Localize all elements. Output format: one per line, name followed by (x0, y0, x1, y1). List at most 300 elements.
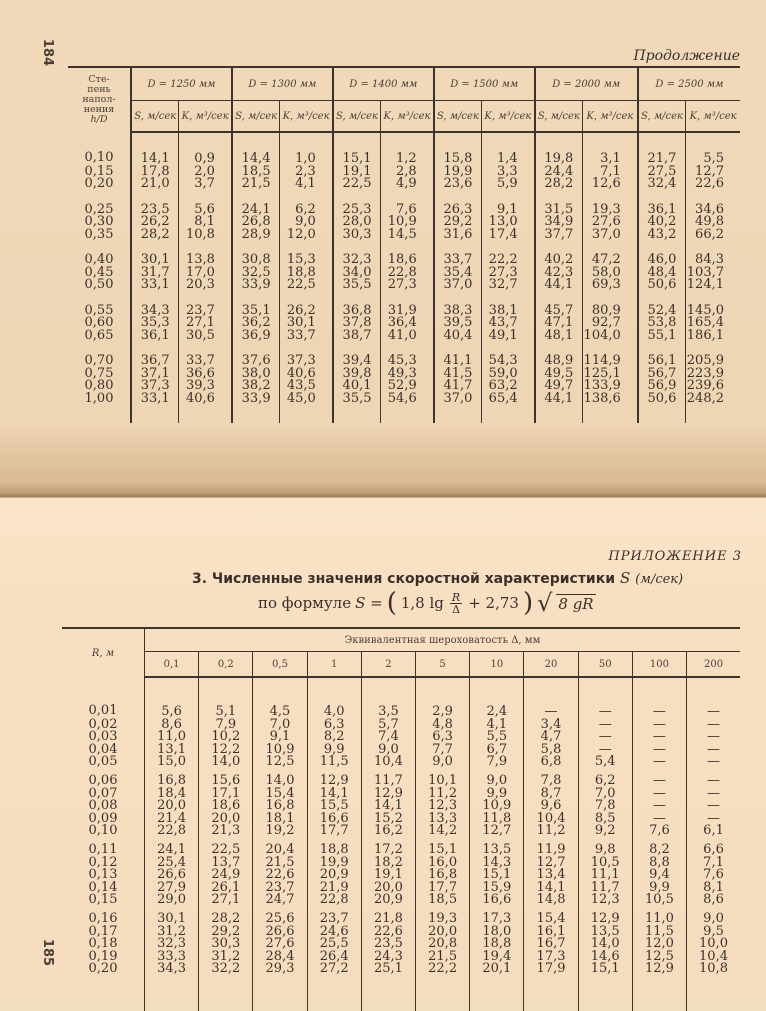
k-value: 7,6 (381, 191, 434, 217)
s-value: 40,4 (434, 330, 482, 343)
radius-cell: 0,05 (88, 754, 118, 770)
roughness-value-header: 5 (416, 652, 470, 678)
s-value: 16,1 (524, 926, 578, 939)
s-value: 47,1 (535, 317, 583, 330)
s-value: 14,4 (232, 132, 280, 166)
s-value: 14,6 (578, 951, 632, 964)
s-value: 18,2 (361, 857, 415, 870)
radius-cell: 0,10 (88, 823, 118, 839)
s-value: 37,6 (232, 342, 280, 368)
k-value: 39,3 (179, 380, 232, 393)
fill-degree-cell: 0,25 (84, 201, 114, 217)
s-value: 56,7 (638, 368, 686, 381)
k-value: 92,7 (583, 317, 638, 330)
table-row (62, 825, 740, 838)
s-value: 34,3 (145, 963, 199, 1011)
s-value: 20,8 (416, 938, 470, 951)
s-value: 21,5 (232, 178, 280, 191)
s-value: 22,6 (361, 926, 415, 939)
s-header: S, м/сек (434, 101, 482, 133)
s-value: 28,2 (535, 178, 583, 191)
s-value: 25,4 (145, 857, 199, 870)
s-value: 35,1 (232, 292, 280, 318)
s-value: 12,9 (361, 788, 415, 801)
s-value: 15,9 (470, 882, 524, 895)
k-header: K, м³/сек (482, 101, 535, 133)
k-value: 37,3 (280, 342, 333, 368)
s-value: — (632, 719, 686, 732)
table-row (68, 229, 740, 242)
s-value: 23,6 (434, 178, 482, 191)
s-value: 12,0 (632, 938, 686, 951)
s-value: 48,1 (535, 330, 583, 343)
s-value: 13,5 (470, 838, 524, 857)
diameter-header: D = 1400 мм (333, 67, 434, 101)
s-header: S, м/сек (333, 101, 381, 133)
s-value: 12,7 (470, 825, 524, 838)
roughness-value-header: 10 (470, 652, 524, 678)
roughness-header: Эквивалентная шероховатость Δ, мм (145, 628, 741, 652)
s-value: 26,6 (145, 869, 199, 882)
fill-degree-cell: 0,20 (84, 176, 114, 191)
s-value: 26,1 (199, 882, 253, 895)
s-value: 21,3 (199, 825, 253, 838)
s-value: 17,3 (524, 951, 578, 964)
s-value: 39,8 (333, 368, 381, 381)
s-value: 26,8 (232, 216, 280, 229)
k-value: 31,9 (381, 292, 434, 318)
roughness-value-header: 0,2 (199, 652, 253, 678)
k-value: 45,3 (381, 342, 434, 368)
k-value: 22,6 (686, 178, 740, 191)
s-value: 16,7 (524, 938, 578, 951)
fill-degree-cell: 0,35 (84, 226, 114, 242)
s-value: 9,0 (416, 756, 470, 769)
s-value: 14,2 (416, 825, 470, 838)
k-value: 10,8 (179, 229, 232, 242)
s-value: 29,0 (145, 894, 199, 907)
s-value: 36,9 (232, 330, 280, 343)
s-value: 12,2 (199, 744, 253, 757)
s-value: 24,4 (535, 166, 583, 179)
fill-degree-cell: 0,45 (84, 264, 114, 280)
s-value: 13,5 (578, 926, 632, 939)
roughness-value-header: 50 (578, 652, 632, 678)
fill-degree-cell: 0,30 (84, 214, 114, 229)
k-value: 59,0 (482, 368, 535, 381)
k-value: 52,9 (381, 380, 434, 393)
s-value: 5,5 (470, 731, 524, 744)
s-value: 10,4 (361, 756, 415, 769)
s-value: — (687, 769, 740, 788)
s-value: 16,8 (416, 869, 470, 882)
s-value: 6,7 (470, 744, 524, 757)
s-value: 56,1 (638, 342, 686, 368)
s-value: 27,9 (145, 882, 199, 895)
k-value: 27,1 (179, 317, 232, 330)
page-number-top: 184 (40, 38, 56, 67)
s-value: 18,8 (470, 938, 524, 951)
s-value: 11,9 (524, 838, 578, 857)
formula: по формуле S = ( 1,8 lg $\frac{R}{\Delta}$ + 2,73 ) √ 8 gR (258, 588, 594, 618)
s-value: 39,5 (434, 317, 482, 330)
k-value: 125,1 (583, 368, 638, 381)
k-value: 124,1 (686, 279, 740, 292)
table-row (62, 769, 740, 788)
k-value: 23,7 (179, 292, 232, 318)
s-value: 6,2 (578, 769, 632, 788)
s-value: 26,4 (307, 951, 361, 964)
k-value: 37,0 (583, 229, 638, 242)
s-value: 13,4 (524, 869, 578, 882)
k-value: 54,6 (381, 393, 434, 423)
s-value: 36,8 (333, 292, 381, 318)
s-value: 42,3 (535, 267, 583, 280)
table-title: 3. Численные значения скоростной характеристики S (м/сек) (192, 569, 684, 587)
s-value: — (632, 756, 686, 769)
s-value: 50,6 (638, 279, 686, 292)
s-value: 9,6 (524, 800, 578, 813)
s-value: 13,7 (199, 857, 253, 870)
s-value: 53,8 (638, 317, 686, 330)
s-value: 9,9 (632, 882, 686, 895)
s-value: 25,6 (253, 907, 307, 926)
table-row (68, 241, 740, 267)
k-value: 186,1 (686, 330, 740, 343)
k-value: 5,6 (179, 191, 232, 217)
fill-degree-cell: 0,75 (84, 365, 114, 381)
roughness-value-header: 200 (687, 652, 740, 678)
s-value: 8,7 (524, 788, 578, 801)
s-value: — (632, 813, 686, 826)
k-value: 0,9 (179, 132, 232, 166)
k-value: 49,3 (381, 368, 434, 381)
k-value: 47,2 (583, 241, 638, 267)
s-value: 18,5 (232, 166, 280, 179)
s-value: 30,1 (131, 241, 179, 267)
s-header: S, м/сек (131, 101, 179, 133)
s-value: 27,5 (638, 166, 686, 179)
s-value: 3,5 (361, 677, 415, 719)
s-value: — (687, 756, 740, 769)
s-value: 36,1 (131, 330, 179, 343)
s-value: 25,5 (307, 938, 361, 951)
s-value: 28,4 (253, 951, 307, 964)
s-value: 37,8 (333, 317, 381, 330)
k-value: 69,3 (583, 279, 638, 292)
s-value: 15,5 (307, 800, 361, 813)
fill-degree-cell: 0,80 (84, 378, 114, 393)
k-value: 40,6 (179, 393, 232, 423)
s-value: 9,9 (307, 744, 361, 757)
roughness-value-header: 0,5 (253, 652, 307, 678)
k-value: 9,1 (482, 191, 535, 217)
s-value: 6,1 (687, 825, 740, 838)
radius-cell: 0,01 (88, 703, 118, 718)
k-value: 7,1 (583, 166, 638, 179)
radius-cell: 0,08 (88, 798, 118, 814)
s-value: 18,8 (307, 838, 361, 857)
s-value: 16,0 (416, 857, 470, 870)
s-value: 15,6 (199, 769, 253, 788)
s-value: 4,8 (416, 719, 470, 732)
k-value: 30,1 (280, 317, 333, 330)
k-value: 40,6 (280, 368, 333, 381)
k-value: 66,2 (686, 229, 740, 242)
s-value: 7,8 (578, 800, 632, 813)
s-value: 9,0 (470, 769, 524, 788)
roughness-value-header: 2 (361, 652, 415, 678)
s-value: 49,5 (535, 368, 583, 381)
s-value: 16,2 (361, 825, 415, 838)
k-value: 4,1 (280, 178, 333, 191)
s-value: 21,0 (131, 178, 179, 191)
fill-degree-cell: 0,65 (84, 327, 114, 343)
k-header: K, м³/сек (686, 101, 740, 133)
radius-cell: 0,15 (88, 892, 118, 908)
s-value: — (687, 813, 740, 826)
s-value: 2,4 (470, 677, 524, 719)
k-value: 8,1 (179, 216, 232, 229)
roughness-value-header: 1 (307, 652, 361, 678)
k-value: 3,1 (583, 132, 638, 166)
s-value: 11,2 (416, 788, 470, 801)
s-value: 12,5 (253, 756, 307, 769)
fill-degree-cell: 0,70 (84, 353, 114, 368)
s-value: 19,9 (434, 166, 482, 179)
k-value: 58,0 (583, 267, 638, 280)
s-value: 15,0 (145, 756, 199, 769)
s-value: 18,6 (199, 800, 253, 813)
appendix-label: ПРИЛОЖЕНИЕ 3 (608, 549, 742, 564)
s-value: 7,8 (524, 769, 578, 788)
roughness-value-header: 20 (524, 652, 578, 678)
s-value: 12,5 (632, 951, 686, 964)
s-value: 6,3 (307, 719, 361, 732)
table-row (62, 756, 740, 769)
s-value: 41,5 (434, 368, 482, 381)
s-value: 12,3 (578, 894, 632, 907)
s-value: 26,6 (253, 926, 307, 939)
s-value: 7,4 (361, 731, 415, 744)
k-value: 17,0 (179, 267, 232, 280)
s-value: 50,6 (638, 393, 686, 423)
s-value: 34,0 (333, 267, 381, 280)
table-row (68, 279, 740, 292)
k-value: 27,3 (381, 279, 434, 292)
fill-degree-cell: 1,00 (84, 390, 114, 406)
k-value: 34,6 (686, 191, 740, 217)
radius-cell: 0,11 (88, 841, 118, 857)
s-value: 9,5 (687, 926, 740, 939)
s-value: 56,9 (638, 380, 686, 393)
k-value: 2,0 (179, 166, 232, 179)
radius-cell: 0,20 (88, 961, 118, 977)
s-value: 12,3 (416, 800, 470, 813)
k-value: 138,6 (583, 393, 638, 423)
s-value: 39,4 (333, 342, 381, 368)
radius-cell: 0,02 (88, 716, 118, 732)
s-value: — (578, 719, 632, 732)
k-value: 3,7 (179, 178, 232, 191)
s-value: 21,9 (307, 882, 361, 895)
s-value: 32,3 (145, 938, 199, 951)
k-value: 165,4 (686, 317, 740, 330)
s-value: 9,4 (632, 869, 686, 882)
s-value: 7,9 (470, 756, 524, 769)
s-value: 32,2 (199, 963, 253, 1011)
radius-cell: 0,14 (88, 879, 118, 895)
fill-degree-header: Сте- пень напол- нения h/D (68, 67, 131, 132)
radius-cell: 0,09 (88, 810, 118, 826)
s-value: 23,5 (361, 938, 415, 951)
s-value: 40,2 (535, 241, 583, 267)
s-value: 22,5 (333, 178, 381, 191)
s-value: 28,9 (232, 229, 280, 242)
s-value: 5,1 (199, 677, 253, 719)
radius-cell: 0,19 (88, 948, 118, 964)
s-value: — (687, 719, 740, 732)
s-value: 15,1 (333, 132, 381, 166)
s-value: 24,7 (253, 894, 307, 907)
s-value: 11,0 (632, 907, 686, 926)
s-value: — (632, 677, 686, 719)
s-value: 22,8 (145, 825, 199, 838)
fill-degree-cell: 0,40 (84, 252, 114, 267)
s-value: 37,3 (131, 380, 179, 393)
k-value: 12,0 (280, 229, 333, 242)
k-value: 3,3 (482, 166, 535, 179)
s-value: 4,1 (470, 719, 524, 732)
s-value: 15,1 (416, 838, 470, 857)
s-value: — (578, 731, 632, 744)
s-value: 7,6 (687, 869, 740, 882)
k-value: 65,4 (482, 393, 535, 423)
s-value: 7,1 (687, 857, 740, 870)
s-value: 24,1 (232, 191, 280, 217)
k-value: 36,4 (381, 317, 434, 330)
k-value: 43,7 (482, 317, 535, 330)
s-value: 5,8 (524, 744, 578, 757)
s-value: 14,1 (307, 788, 361, 801)
k-value: 2,3 (280, 166, 333, 179)
s-value: 22,5 (199, 838, 253, 857)
s-value: 16,6 (307, 813, 361, 826)
s-value: 6,8 (524, 756, 578, 769)
s-value: 10,4 (524, 813, 578, 826)
s-value: 29,2 (434, 216, 482, 229)
s-value: 19,9 (307, 857, 361, 870)
s-value: 11,0 (145, 731, 199, 744)
s-value: 25,3 (333, 191, 381, 217)
diameter-header: D = 2500 мм (638, 67, 740, 101)
s-value: 10,9 (253, 744, 307, 757)
s-value: 22,2 (416, 963, 470, 1011)
s-value: 24,1 (145, 838, 199, 857)
s-value: 10,1 (416, 769, 470, 788)
table-row (68, 292, 740, 318)
s-value: 48,9 (535, 342, 583, 368)
k-value: 145,0 (686, 292, 740, 318)
s-value: — (632, 744, 686, 757)
s-value: 21,8 (361, 907, 415, 926)
s-value: 33,1 (131, 393, 179, 423)
s-value: 33,9 (232, 279, 280, 292)
s-value: 16,6 (470, 894, 524, 907)
s-value: 21,7 (638, 132, 686, 166)
s-value: 21,5 (253, 857, 307, 870)
s-value: 37,1 (131, 368, 179, 381)
s-value: 31,7 (131, 267, 179, 280)
k-value: 5,5 (686, 132, 740, 166)
s-value: 37,7 (535, 229, 583, 242)
table-row (62, 894, 740, 907)
radius-cell: 0,04 (88, 741, 118, 757)
s-value: 24,9 (199, 869, 253, 882)
s-value: 17,2 (361, 838, 415, 857)
k-value: 32,7 (482, 279, 535, 292)
s-value: 6,3 (416, 731, 470, 744)
s-value: 8,6 (145, 719, 199, 732)
s-value: 33,3 (145, 951, 199, 964)
k-value: 22,5 (280, 279, 333, 292)
page-fold (0, 494, 766, 498)
k-value: 22,8 (381, 267, 434, 280)
table-row (68, 393, 740, 423)
s-value: 41,7 (434, 380, 482, 393)
s-value: 19,1 (333, 166, 381, 179)
s-value: 12,9 (632, 963, 686, 1011)
fill-degree-cell: 0,15 (84, 163, 114, 179)
s-value: — (687, 744, 740, 757)
s-value: 34,9 (535, 216, 583, 229)
s-value: 11,8 (470, 813, 524, 826)
s-value: — (578, 677, 632, 719)
k-value: 114,9 (583, 342, 638, 368)
s-value: 17,9 (524, 963, 578, 1011)
s-value: 15,4 (524, 907, 578, 926)
s-value: 36,1 (638, 191, 686, 217)
s-value: — (632, 769, 686, 788)
s-value: 45,7 (535, 292, 583, 318)
s-value: 14,1 (131, 132, 179, 166)
k-value: 12,7 (686, 166, 740, 179)
k-value: 41,0 (381, 330, 434, 343)
s-value: 38,7 (333, 330, 381, 343)
k-value: 6,2 (280, 191, 333, 217)
s-value: 44,1 (535, 279, 583, 292)
radius-cell: 0,12 (88, 854, 118, 870)
s-value: 19,1 (361, 869, 415, 882)
k-header: K, м³/сек (583, 101, 638, 133)
k-value: 223,9 (686, 368, 740, 381)
k-value: 45,0 (280, 393, 333, 423)
s-value: 16,8 (145, 769, 199, 788)
s-value: 7,7 (416, 744, 470, 757)
s-value: 14,3 (470, 857, 524, 870)
s-value: 14,0 (253, 769, 307, 788)
k-value: 36,6 (179, 368, 232, 381)
s-value: 29,2 (199, 926, 253, 939)
s-value: 18,5 (416, 894, 470, 907)
s-value: 14,0 (578, 938, 632, 951)
s-value: — (632, 731, 686, 744)
k-value: 248,2 (686, 393, 740, 423)
table-row (68, 132, 740, 166)
s-value: 8,2 (632, 838, 686, 857)
s-value: 20,0 (416, 926, 470, 939)
s-value: — (687, 731, 740, 744)
